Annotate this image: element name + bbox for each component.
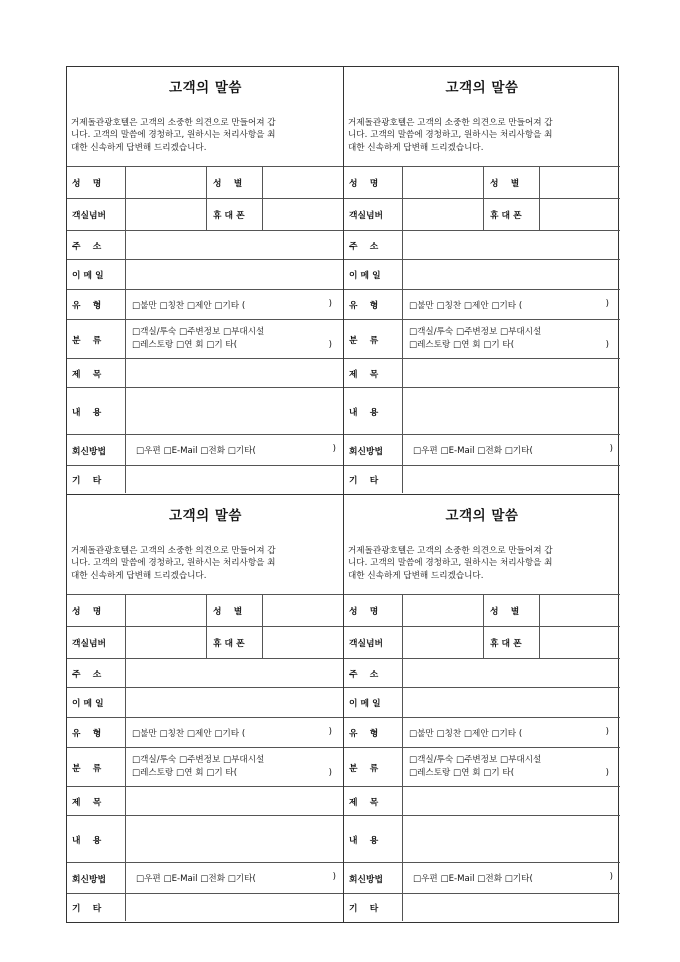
content-label: 내 용 <box>67 816 126 862</box>
room-label: 객실넘버 <box>67 199 126 230</box>
category-options[interactable] <box>403 748 620 786</box>
category-options[interactable] <box>126 748 344 786</box>
category-line-2[interactable]: □레스토랑 □연 회 □기 타( <box>409 768 515 778</box>
category-row <box>67 319 344 358</box>
type-row <box>344 289 620 319</box>
intro-line: 니다. 고객의 말씀에 경청하고, 원하시는 처리사항을 최 <box>71 130 276 141</box>
close-paren: ) <box>328 340 332 350</box>
etc-label: 기 타 <box>344 466 403 493</box>
email-row <box>344 259 620 289</box>
name-field[interactable] <box>126 595 207 626</box>
content-row <box>67 815 344 862</box>
address-field[interactable] <box>126 231 344 259</box>
type-row <box>67 717 344 747</box>
address-row <box>67 658 344 687</box>
gender-field[interactable] <box>540 595 620 626</box>
intro-line: 대한 신속하게 답변해 드리겠습니다. <box>348 142 484 153</box>
reply-row <box>344 862 620 893</box>
intro-line: 거제돌관광호텔은 고객의 소중한 의견으로 만들어져 갑 <box>71 118 276 128</box>
type-label: 유 형 <box>67 718 126 747</box>
category-options[interactable] <box>403 320 620 358</box>
type-row <box>344 717 620 747</box>
reply-label: 회신방법 <box>344 435 403 465</box>
content-row <box>344 815 620 862</box>
address-row <box>67 230 344 259</box>
form-title: 고객의 말씀 <box>169 508 242 524</box>
category-label: 분 류 <box>67 320 126 358</box>
email-field[interactable] <box>126 260 344 289</box>
subject-label: 제 목 <box>67 787 126 815</box>
content-label: 내 용 <box>344 388 403 434</box>
category-label: 분 류 <box>344 320 403 358</box>
reply-checkboxes[interactable]: □우편 □E-Mail □전화 □기타( <box>413 874 533 884</box>
reply-row <box>67 434 344 465</box>
content-field[interactable] <box>126 388 344 434</box>
phone-field[interactable] <box>540 627 620 658</box>
content-field[interactable] <box>126 816 344 862</box>
phone-field[interactable] <box>263 199 344 230</box>
intro-line: 니다. 고객의 말씀에 경청하고, 원하시는 처리사항을 최 <box>348 558 553 569</box>
type-label: 유 형 <box>67 290 126 319</box>
category-line-1[interactable]: □객실/투숙 □주변정보 □부대시설 <box>409 327 542 337</box>
subject-field[interactable] <box>403 359 620 387</box>
etc-field[interactable] <box>403 894 620 921</box>
room-field[interactable] <box>403 199 484 230</box>
close-paren: ) <box>332 444 336 454</box>
type-options[interactable] <box>403 290 620 319</box>
subject-field[interactable] <box>126 359 344 387</box>
content-row <box>67 387 344 434</box>
close-paren: ) <box>609 444 613 454</box>
name-label: 성 명 <box>344 167 403 198</box>
reply-options[interactable] <box>403 863 620 893</box>
close-paren: ) <box>609 872 613 882</box>
etc-field[interactable] <box>403 466 620 493</box>
name-label: 성 명 <box>67 167 126 198</box>
room-label: 객실넘버 <box>67 627 126 658</box>
type-checkboxes[interactable]: □불만 □칭찬 □제안 □기타 ( <box>132 728 246 739</box>
subject-row <box>67 786 344 815</box>
etc-row <box>67 465 344 493</box>
etc-field[interactable] <box>126 894 344 921</box>
etc-row <box>67 893 344 921</box>
type-label: 유 형 <box>344 718 403 747</box>
email-label: 이 메 일 <box>67 260 126 289</box>
type-checkboxes[interactable]: □불만 □칭찬 □제안 □기타 ( <box>132 300 246 311</box>
name-gender-row <box>344 594 620 626</box>
category-line-1[interactable]: □객실/투숙 □주변정보 □부대시설 <box>132 755 265 765</box>
subject-label: 제 목 <box>67 359 126 387</box>
category-line-1[interactable]: □객실/투숙 □주변정보 □부대시설 <box>132 327 265 337</box>
room-phone-row <box>344 198 620 230</box>
reply-row <box>344 434 620 465</box>
category-options[interactable] <box>126 320 344 358</box>
close-paren: ) <box>605 298 609 309</box>
close-paren: ) <box>605 768 609 778</box>
type-checkboxes[interactable]: □불만 □칭찬 □제안 □기타 ( <box>409 300 523 311</box>
type-label: 유 형 <box>344 290 403 319</box>
reply-row <box>67 862 344 893</box>
address-label: 주 소 <box>67 659 126 687</box>
room-field[interactable] <box>126 627 207 658</box>
reply-options[interactable] <box>126 863 344 893</box>
gender-label: 성 별 <box>484 167 540 198</box>
intro-line: 거제돌관광호텔은 고객의 소중한 의견으로 만들어져 갑 <box>71 546 276 556</box>
form-intro <box>67 533 344 594</box>
comment-form-2 <box>343 67 620 495</box>
reply-checkboxes[interactable]: □우편 □E-Mail □전화 □기타( <box>413 446 533 456</box>
close-paren: ) <box>605 340 609 350</box>
subject-row <box>67 358 344 387</box>
subject-row <box>344 358 620 387</box>
etc-row <box>344 465 620 493</box>
type-options[interactable] <box>126 718 344 747</box>
phone-label: 휴 대 폰 <box>207 627 263 658</box>
form-title: 고객의 말씀 <box>445 508 519 524</box>
intro-line: 대한 신속하게 답변해 드리겠습니다. <box>71 142 207 153</box>
content-label: 내 용 <box>67 388 126 434</box>
room-label: 객실넘버 <box>344 199 403 230</box>
type-checkboxes[interactable]: □불만 □칭찬 □제안 □기타 ( <box>409 728 523 739</box>
address-label: 주 소 <box>344 231 403 259</box>
reply-label: 회신방법 <box>67 863 126 893</box>
room-field[interactable] <box>403 627 484 658</box>
name-label: 성 명 <box>344 595 403 626</box>
gender-field[interactable] <box>263 595 344 626</box>
gender-label: 성 별 <box>207 167 263 198</box>
form-intro <box>344 105 620 166</box>
subject-label: 제 목 <box>344 787 403 815</box>
category-label: 분 류 <box>344 748 403 786</box>
room-phone-row <box>67 626 344 658</box>
room-phone-row <box>67 198 344 230</box>
phone-label: 휴 대 폰 <box>207 199 263 230</box>
name-field[interactable] <box>403 595 484 626</box>
name-field[interactable] <box>126 167 207 198</box>
reply-options[interactable] <box>126 435 344 465</box>
form-intro <box>67 105 344 166</box>
address-row <box>344 230 620 259</box>
email-field[interactable] <box>126 688 344 717</box>
content-row <box>344 387 620 434</box>
reply-checkboxes[interactable]: □우편 □E-Mail □전화 □기타( <box>136 874 256 884</box>
subject-field[interactable] <box>126 787 344 815</box>
comment-form-1 <box>67 67 344 495</box>
content-field[interactable] <box>403 816 620 862</box>
intro-line: 니다. 고객의 말씀에 경청하고, 원하시는 처리사항을 최 <box>348 130 553 141</box>
gender-field[interactable] <box>263 167 344 198</box>
category-row <box>67 747 344 786</box>
name-field[interactable] <box>403 167 484 198</box>
email-field[interactable] <box>403 688 620 717</box>
intro-line: 거제돌관광호텔은 고객의 소중한 의견으로 만들어져 갑 <box>348 546 553 556</box>
phone-label: 휴 대 폰 <box>484 627 540 658</box>
comment-form-4 <box>343 494 620 922</box>
address-row <box>344 658 620 687</box>
content-label: 내 용 <box>344 816 403 862</box>
phone-field[interactable] <box>540 199 620 230</box>
email-field[interactable] <box>403 260 620 289</box>
type-row <box>67 289 344 319</box>
category-line-1[interactable]: □객실/투숙 □주변정보 □부대시설 <box>409 755 542 765</box>
email-label: 이 메 일 <box>344 688 403 717</box>
category-line-2[interactable]: □레스토랑 □연 회 □기 타( <box>409 340 515 350</box>
address-label: 주 소 <box>344 659 403 687</box>
address-label: 주 소 <box>67 231 126 259</box>
comment-card-sheet <box>66 66 619 923</box>
address-field[interactable] <box>403 659 620 687</box>
room-field[interactable] <box>126 199 207 230</box>
address-field[interactable] <box>126 659 344 687</box>
form-intro <box>344 533 620 594</box>
name-gender-row <box>344 166 620 198</box>
room-label: 객실넘버 <box>344 627 403 658</box>
etc-label: 기 타 <box>67 466 126 493</box>
form-title: 고객의 말씀 <box>169 80 242 96</box>
name-gender-row <box>67 594 344 626</box>
subject-field[interactable] <box>403 787 620 815</box>
close-paren: ) <box>605 726 609 737</box>
etc-field[interactable] <box>126 466 344 493</box>
room-phone-row <box>344 626 620 658</box>
email-row <box>67 259 344 289</box>
reply-label: 회신방법 <box>344 863 403 893</box>
name-gender-row <box>67 166 344 198</box>
close-paren: ) <box>328 298 332 309</box>
category-row <box>344 747 620 786</box>
type-options[interactable] <box>403 718 620 747</box>
subject-label: 제 목 <box>344 359 403 387</box>
email-row <box>67 687 344 717</box>
reply-options[interactable] <box>403 435 620 465</box>
intro-line: 대한 신속하게 답변해 드리겠습니다. <box>348 570 484 581</box>
gender-label: 성 별 <box>207 595 263 626</box>
email-row <box>344 687 620 717</box>
category-line-2[interactable]: □레스토랑 □연 회 □기 타( <box>132 768 238 778</box>
category-row <box>344 319 620 358</box>
reply-checkboxes[interactable]: □우편 □E-Mail □전화 □기타( <box>136 446 256 456</box>
reply-label: 회신방법 <box>67 435 126 465</box>
intro-line: 대한 신속하게 답변해 드리겠습니다. <box>71 570 207 581</box>
content-field[interactable] <box>403 388 620 434</box>
phone-field[interactable] <box>263 627 344 658</box>
gender-field[interactable] <box>540 167 620 198</box>
intro-line: 니다. 고객의 말씀에 경청하고, 원하시는 처리사항을 최 <box>71 558 276 569</box>
address-field[interactable] <box>403 231 620 259</box>
comment-form-3 <box>67 494 344 922</box>
close-paren: ) <box>332 872 336 882</box>
etc-label: 기 타 <box>67 894 126 921</box>
name-label: 성 명 <box>67 595 126 626</box>
etc-label: 기 타 <box>344 894 403 921</box>
email-label: 이 메 일 <box>344 260 403 289</box>
type-options[interactable] <box>126 290 344 319</box>
category-label: 분 류 <box>67 748 126 786</box>
close-paren: ) <box>328 726 332 737</box>
category-line-2[interactable]: □레스토랑 □연 회 □기 타( <box>132 340 238 350</box>
phone-label: 휴 대 폰 <box>484 199 540 230</box>
subject-row <box>344 786 620 815</box>
form-title: 고객의 말씀 <box>445 80 519 96</box>
close-paren: ) <box>328 768 332 778</box>
email-label: 이 메 일 <box>67 688 126 717</box>
intro-line: 거제돌관광호텔은 고객의 소중한 의견으로 만들어져 갑 <box>348 118 553 128</box>
gender-label: 성 별 <box>484 595 540 626</box>
etc-row <box>344 893 620 921</box>
